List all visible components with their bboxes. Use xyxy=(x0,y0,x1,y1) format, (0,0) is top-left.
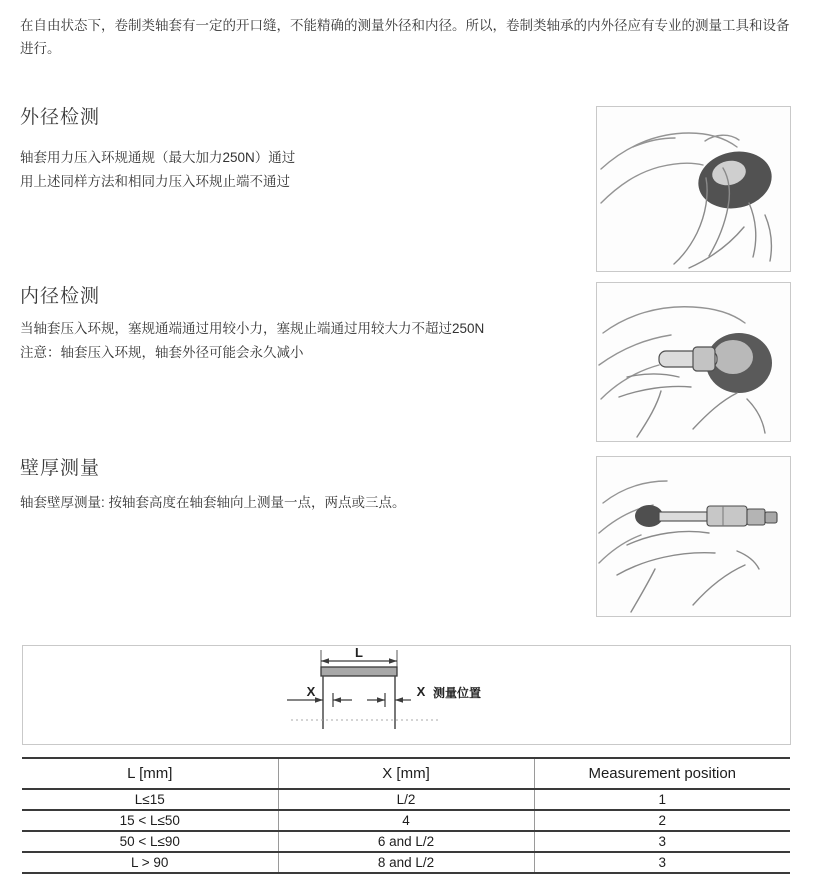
text-line: 注意：轴套压入环规，轴套外径可能会永久减小 xyxy=(20,345,304,360)
cell-l-range: 15 < L≤50 xyxy=(22,810,278,831)
cell-l-range: L≤15 xyxy=(22,789,278,810)
section-text-inner-diameter xyxy=(20,317,585,365)
header-measurement-position: Measurement position xyxy=(534,758,790,789)
hands-plug-gauge-sketch xyxy=(597,283,790,441)
cell-x-value: 8 and L/2 xyxy=(278,852,534,873)
table-row xyxy=(22,789,790,810)
outer-diameter-illustration xyxy=(596,106,791,272)
section-heading-inner-diameter: 内径检测 xyxy=(20,286,101,307)
text-line: 轴套用力压入环规通规（最大加力250N）通过 xyxy=(20,150,296,165)
table-header-row xyxy=(22,758,790,789)
header-x-mm: X [mm] xyxy=(278,758,534,789)
wall-thickness-illustration xyxy=(596,456,791,617)
table-row xyxy=(22,831,790,852)
measurement-position-label: 测量位置 xyxy=(433,686,482,700)
measurement-position-diagram xyxy=(22,645,791,745)
dim-label-X-left: X xyxy=(306,684,316,699)
cell-position-count: 3 xyxy=(534,831,790,852)
bushing-wall-bar xyxy=(321,667,397,676)
dim-label-L: L xyxy=(355,646,363,660)
text-line: 用上述同样方法和相同力压入环规止端不通过 xyxy=(20,174,290,189)
cell-l-range: L > 90 xyxy=(22,852,278,873)
cell-position-count: 2 xyxy=(534,810,790,831)
section-heading-wall-thickness: 壁厚测量 xyxy=(20,458,101,479)
text-line: 轴套壁厚测量: 按轴套高度在轴套轴向上测量一点，两点或三点。 xyxy=(20,495,406,510)
text-line: 当轴套压入环规，塞规通端通过用较小力，塞规止端通过用较大力不超过250N xyxy=(20,321,485,336)
cell-x-value: L/2 xyxy=(278,789,534,810)
section-text-wall-thickness xyxy=(20,491,585,515)
cell-x-value: 6 and L/2 xyxy=(278,831,534,852)
measurement-position-table xyxy=(22,757,790,874)
cell-position-count: 3 xyxy=(534,852,790,873)
hands-micrometer-sketch xyxy=(597,457,790,616)
table-row xyxy=(22,852,790,873)
table-row xyxy=(22,810,790,831)
section-heading-outer-diameter: 外径检测 xyxy=(20,107,101,128)
cell-l-range: 50 < L≤90 xyxy=(22,831,278,852)
section-text-outer-diameter xyxy=(20,146,585,194)
dim-label-X-right: X xyxy=(416,684,426,699)
inner-diameter-illustration xyxy=(596,282,791,442)
cell-x-value: 4 xyxy=(278,810,534,831)
header-l-mm: L [mm] xyxy=(22,758,278,789)
intro-paragraph: 在自由状态下，卷制类轴套有一定的开口缝，不能精确的测量外径和内径。所以，卷制类轴承的内外径应有专业的测量工具和设备进行。 xyxy=(20,18,790,56)
cell-position-count: 1 xyxy=(534,789,790,810)
hands-ring-gauge-sketch xyxy=(597,107,790,271)
bushing-dimension-drawing xyxy=(23,646,790,744)
